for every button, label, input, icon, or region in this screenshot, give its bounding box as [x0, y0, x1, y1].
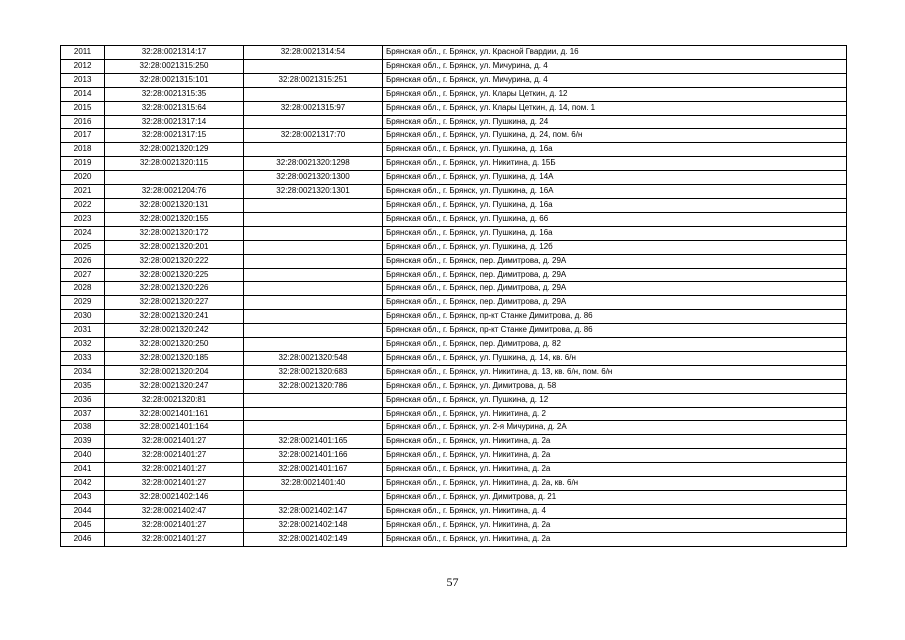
row-number-cell: 2046 — [61, 532, 105, 546]
row-number-cell: 2030 — [61, 310, 105, 324]
table-row — [61, 324, 847, 338]
cadastral-number-cell: 32:28:0021320:226 — [105, 282, 244, 296]
address-cell: Брянская обл., г. Брянск, ул. Никитина, д. 2а — [383, 435, 847, 449]
row-number-cell: 2027 — [61, 268, 105, 282]
table-row — [61, 518, 847, 532]
cadastral-number-cell: 32:28:0021320:172 — [105, 226, 244, 240]
cadastral-number-cell: 32:28:0021320:222 — [105, 254, 244, 268]
address-cell: Брянская обл., г. Брянск, ул. Димитрова, д. 58 — [383, 379, 847, 393]
related-cadastral-number-cell — [244, 310, 383, 324]
address-cell: Брянская обл., г. Брянск, пер. Димитрова, д. 82 — [383, 338, 847, 352]
address-cell: Брянская обл., г. Брянск, пр-кт Станке Димитрова, д. 86 — [383, 324, 847, 338]
address-cell: Брянская обл., г. Брянск, ул. Пушкина, д. 24, пом. 6/н — [383, 129, 847, 143]
row-number-cell: 2022 — [61, 198, 105, 212]
address-cell: Брянская обл., г. Брянск, ул. Никитина, д. 2а — [383, 463, 847, 477]
table-row — [61, 463, 847, 477]
address-cell: Брянская обл., г. Брянск, ул. Никитина, д. 4 — [383, 504, 847, 518]
row-number-cell: 2028 — [61, 282, 105, 296]
row-number-cell: 2016 — [61, 115, 105, 129]
cadastral-number-cell: 32:28:0021402:146 — [105, 491, 244, 505]
address-cell: Брянская обл., г. Брянск, ул. Пушкина, д. 14А — [383, 171, 847, 185]
address-cell: Брянская обл., г. Брянск, ул. Пушкина, д. 16а — [383, 226, 847, 240]
related-cadastral-number-cell — [244, 407, 383, 421]
cadastral-number-cell: 32:28:0021320:241 — [105, 310, 244, 324]
row-number-cell: 2031 — [61, 324, 105, 338]
address-cell: Брянская обл., г. Брянск, ул. Клары Цеткин, д. 14, пом. 1 — [383, 101, 847, 115]
related-cadastral-number-cell: 32:28:0021314:54 — [244, 46, 383, 60]
cadastral-number-cell: 32:28:0021320:131 — [105, 198, 244, 212]
table-body — [61, 46, 847, 547]
page-number: 57 — [446, 575, 459, 589]
related-cadastral-number-cell: 32:28:0021315:97 — [244, 101, 383, 115]
table-row — [61, 407, 847, 421]
table-row — [61, 477, 847, 491]
cadastral-number-cell: 32:28:0021315:35 — [105, 87, 244, 101]
row-number-cell: 2035 — [61, 379, 105, 393]
row-number-cell: 2037 — [61, 407, 105, 421]
related-cadastral-number-cell — [244, 491, 383, 505]
table-row — [61, 87, 847, 101]
address-cell: Брянская обл., г. Брянск, ул. Никитина, д. 2а — [383, 518, 847, 532]
table-row — [61, 171, 847, 185]
table-row — [61, 73, 847, 87]
cadastral-number-cell: 32:28:0021401:27 — [105, 449, 244, 463]
related-cadastral-number-cell — [244, 393, 383, 407]
table-row — [61, 185, 847, 199]
row-number-cell: 2036 — [61, 393, 105, 407]
related-cadastral-number-cell: 32:28:0021320:1298 — [244, 157, 383, 171]
address-cell: Брянская обл., г. Брянск, ул. Никитина, д. 2а, кв. 6/н — [383, 477, 847, 491]
address-cell: Брянская обл., г. Брянск, ул. Пушкина, д. 66 — [383, 212, 847, 226]
document-page — [60, 45, 846, 547]
row-number-cell: 2018 — [61, 143, 105, 157]
row-number-cell: 2042 — [61, 477, 105, 491]
cadastral-number-cell: 32:28:0021320:250 — [105, 338, 244, 352]
table-row — [61, 282, 847, 296]
address-cell: Брянская обл., г. Брянск, пер. Димитрова, д. 29А — [383, 254, 847, 268]
address-cell: Брянская обл., г. Брянск, ул. Никитина, д. 2 — [383, 407, 847, 421]
address-cell: Брянская обл., г. Брянск, ул. Пушкина, д. 14, кв. 6/н — [383, 351, 847, 365]
row-number-cell: 2045 — [61, 518, 105, 532]
cadastral-number-cell: 32:28:0021401:27 — [105, 532, 244, 546]
cadastral-number-cell: 32:28:0021401:27 — [105, 518, 244, 532]
address-cell: Брянская обл., г. Брянск, ул. Мичурина, д. 4 — [383, 59, 847, 73]
row-number-cell: 2017 — [61, 129, 105, 143]
address-cell: Брянская обл., г. Брянск, ул. Пушкина, д. 16а — [383, 198, 847, 212]
related-cadastral-number-cell: 32:28:0021320:1301 — [244, 185, 383, 199]
table-row — [61, 157, 847, 171]
cadastral-number-cell: 32:28:0021320:204 — [105, 365, 244, 379]
related-cadastral-number-cell — [244, 296, 383, 310]
row-number-cell: 2025 — [61, 240, 105, 254]
address-cell: Брянская обл., г. Брянск, ул. Пушкина, д. 12 — [383, 393, 847, 407]
related-cadastral-number-cell — [244, 226, 383, 240]
row-number-cell: 2011 — [61, 46, 105, 60]
address-cell: Брянская обл., г. Брянск, ул. Пушкина, д. 16А — [383, 185, 847, 199]
cadastral-number-cell: 32:28:0021320:201 — [105, 240, 244, 254]
related-cadastral-number-cell — [244, 324, 383, 338]
related-cadastral-number-cell — [244, 212, 383, 226]
table-row — [61, 226, 847, 240]
row-number-cell: 2012 — [61, 59, 105, 73]
row-number-cell: 2020 — [61, 171, 105, 185]
table-row — [61, 268, 847, 282]
table-row — [61, 115, 847, 129]
address-cell: Брянская обл., г. Брянск, пер. Димитрова, д. 29А — [383, 296, 847, 310]
related-cadastral-number-cell: 32:28:0021402:149 — [244, 532, 383, 546]
cadastral-number-cell: 32:28:0021401:27 — [105, 435, 244, 449]
table-row — [61, 254, 847, 268]
related-cadastral-number-cell — [244, 421, 383, 435]
row-number-cell: 2024 — [61, 226, 105, 240]
address-cell: Брянская обл., г. Брянск, пер. Димитрова, д. 29А — [383, 268, 847, 282]
address-cell: Брянская обл., г. Брянск, ул. Никитина, д. 15Б — [383, 157, 847, 171]
related-cadastral-number-cell: 32:28:0021401:165 — [244, 435, 383, 449]
cadastral-number-cell: 32:28:0021315:64 — [105, 101, 244, 115]
cadastral-number-cell: 32:28:0021320:247 — [105, 379, 244, 393]
related-cadastral-number-cell — [244, 198, 383, 212]
related-cadastral-number-cell: 32:28:0021401:167 — [244, 463, 383, 477]
row-number-cell: 2032 — [61, 338, 105, 352]
cadastral-number-cell: 32:28:0021320:81 — [105, 393, 244, 407]
address-cell: Брянская обл., г. Брянск, ул. Пушкина, д. 24 — [383, 115, 847, 129]
row-number-cell: 2038 — [61, 421, 105, 435]
address-cell: Брянская обл., г. Брянск, ул. Никитина, д. 2а — [383, 449, 847, 463]
table-row — [61, 365, 847, 379]
cadastral-number-cell: 32:28:0021401:161 — [105, 407, 244, 421]
related-cadastral-number-cell — [244, 87, 383, 101]
table-row — [61, 46, 847, 60]
related-cadastral-number-cell — [244, 268, 383, 282]
related-cadastral-number-cell — [244, 338, 383, 352]
table-row — [61, 449, 847, 463]
cadastral-number-cell: 32:28:0021320:115 — [105, 157, 244, 171]
table-row — [61, 296, 847, 310]
related-cadastral-number-cell: 32:28:0021320:548 — [244, 351, 383, 365]
related-cadastral-number-cell: 32:28:0021317:70 — [244, 129, 383, 143]
address-cell: Брянская обл., г. Брянск, ул. Пушкина, д. 12б — [383, 240, 847, 254]
row-number-cell: 2013 — [61, 73, 105, 87]
related-cadastral-number-cell: 32:28:0021402:147 — [244, 504, 383, 518]
cadastral-number-cell: 32:28:0021320:155 — [105, 212, 244, 226]
related-cadastral-number-cell — [244, 59, 383, 73]
table-row — [61, 379, 847, 393]
table-row — [61, 240, 847, 254]
related-cadastral-number-cell: 32:28:0021402:148 — [244, 518, 383, 532]
table-row — [61, 212, 847, 226]
related-cadastral-number-cell — [244, 240, 383, 254]
address-cell: Брянская обл., г. Брянск, ул. Пушкина, д. 16а — [383, 143, 847, 157]
table-row — [61, 101, 847, 115]
related-cadastral-number-cell — [244, 143, 383, 157]
address-cell: Брянская обл., г. Брянск, пер. Димитрова, д. 29А — [383, 282, 847, 296]
cadastral-number-cell — [105, 171, 244, 185]
row-number-cell: 2023 — [61, 212, 105, 226]
row-number-cell: 2021 — [61, 185, 105, 199]
related-cadastral-number-cell — [244, 115, 383, 129]
related-cadastral-number-cell: 32:28:0021320:1300 — [244, 171, 383, 185]
row-number-cell: 2026 — [61, 254, 105, 268]
table-row — [61, 198, 847, 212]
table-row — [61, 504, 847, 518]
cadastral-number-cell: 32:28:0021204:76 — [105, 185, 244, 199]
related-cadastral-number-cell: 32:28:0021401:40 — [244, 477, 383, 491]
table-row — [61, 393, 847, 407]
related-cadastral-number-cell: 32:28:0021401:166 — [244, 449, 383, 463]
cadastral-table — [60, 45, 847, 547]
address-cell: Брянская обл., г. Брянск, ул. Клары Цеткин, д. 12 — [383, 87, 847, 101]
cadastral-number-cell: 32:28:0021401:27 — [105, 477, 244, 491]
cadastral-number-cell: 32:28:0021320:227 — [105, 296, 244, 310]
row-number-cell: 2014 — [61, 87, 105, 101]
cadastral-number-cell: 32:28:0021320:129 — [105, 143, 244, 157]
row-number-cell: 2043 — [61, 491, 105, 505]
table-row — [61, 532, 847, 546]
cadastral-number-cell: 32:28:0021317:14 — [105, 115, 244, 129]
row-number-cell: 2034 — [61, 365, 105, 379]
cadastral-number-cell: 32:28:0021317:15 — [105, 129, 244, 143]
row-number-cell: 2029 — [61, 296, 105, 310]
address-cell: Брянская обл., г. Брянск, ул. Красной Гвардии, д. 16 — [383, 46, 847, 60]
table-row — [61, 143, 847, 157]
table-row — [61, 435, 847, 449]
related-cadastral-number-cell — [244, 254, 383, 268]
address-cell: Брянская обл., г. Брянск, ул. Никитина, д. 13, кв. 6/н, пом. 6/н — [383, 365, 847, 379]
table-row — [61, 129, 847, 143]
table-row — [61, 59, 847, 73]
related-cadastral-number-cell: 32:28:0021320:786 — [244, 379, 383, 393]
table-row — [61, 351, 847, 365]
address-cell: Брянская обл., г. Брянск, ул. Никитина, д. 2а — [383, 532, 847, 546]
cadastral-number-cell: 32:28:0021402:47 — [105, 504, 244, 518]
table-row — [61, 310, 847, 324]
row-number-cell: 2040 — [61, 449, 105, 463]
row-number-cell: 2039 — [61, 435, 105, 449]
address-cell: Брянская обл., г. Брянск, пр-кт Станке Димитрова, д. 86 — [383, 310, 847, 324]
cadastral-number-cell: 32:28:0021401:164 — [105, 421, 244, 435]
cadastral-number-cell: 32:28:0021401:27 — [105, 463, 244, 477]
row-number-cell: 2015 — [61, 101, 105, 115]
row-number-cell: 2044 — [61, 504, 105, 518]
cadastral-number-cell: 32:28:0021320:225 — [105, 268, 244, 282]
row-number-cell: 2041 — [61, 463, 105, 477]
cadastral-number-cell: 32:28:0021320:185 — [105, 351, 244, 365]
related-cadastral-number-cell — [244, 282, 383, 296]
related-cadastral-number-cell: 32:28:0021320:683 — [244, 365, 383, 379]
row-number-cell: 2033 — [61, 351, 105, 365]
related-cadastral-number-cell: 32:28:0021315:251 — [244, 73, 383, 87]
address-cell: Брянская обл., г. Брянск, ул. Димитрова, д. 21 — [383, 491, 847, 505]
cadastral-number-cell: 32:28:0021314:17 — [105, 46, 244, 60]
cadastral-number-cell: 32:28:0021315:101 — [105, 73, 244, 87]
address-cell: Брянская обл., г. Брянск, ул. 2-я Мичурина, д. 2А — [383, 421, 847, 435]
table-row — [61, 421, 847, 435]
table-row — [61, 338, 847, 352]
row-number-cell: 2019 — [61, 157, 105, 171]
cadastral-number-cell: 32:28:0021320:242 — [105, 324, 244, 338]
table-row — [61, 491, 847, 505]
cadastral-number-cell: 32:28:0021315:250 — [105, 59, 244, 73]
address-cell: Брянская обл., г. Брянск, ул. Мичурина, д. 4 — [383, 73, 847, 87]
